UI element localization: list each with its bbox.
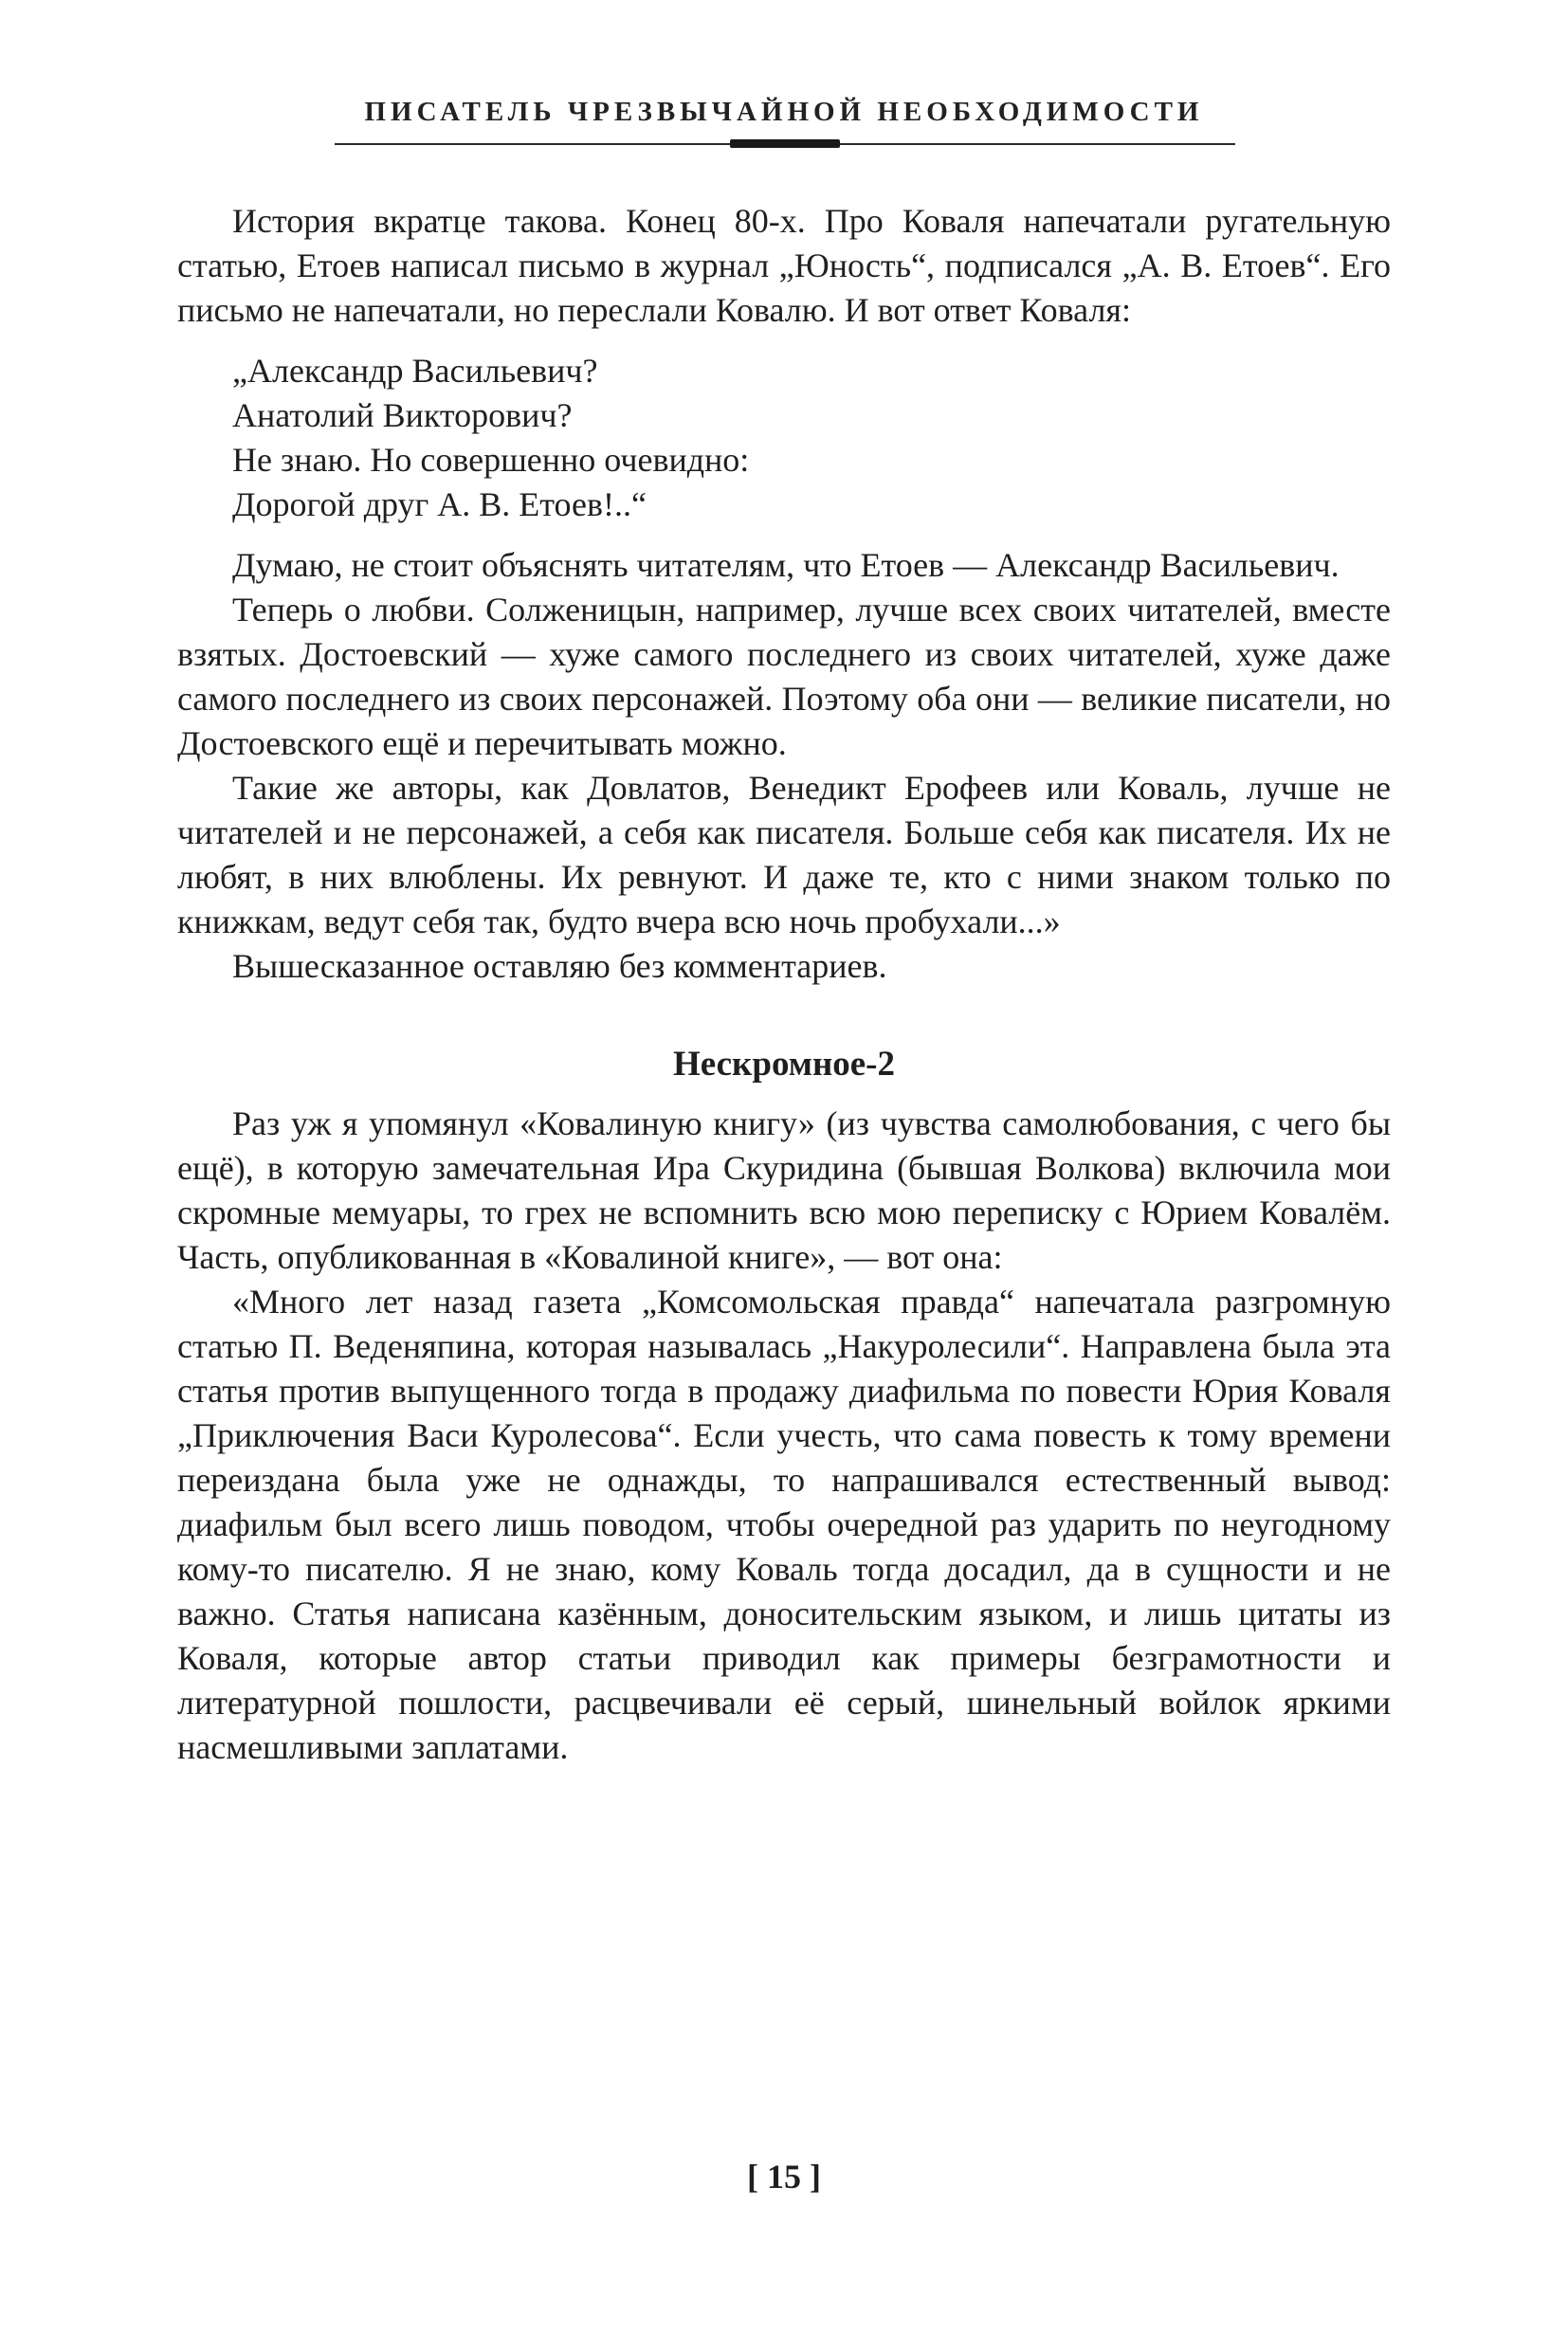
header-rule-ornament [730, 139, 840, 148]
paragraph-intro: История вкратце такова. Конец 80-х. Про Коваля напечатали ругательную статью, Етоев написал письмо в журнал „Юность“, подписался „А. В. Етоев“. Его письмо не напечатали, но переслали Ковалю. И вот ответ Коваля: [177, 202, 1391, 329]
running-head: ПИСАТЕЛЬ ЧРЕЗВЫЧАЙНОЙ НЕОБХОДИМОСТИ [364, 97, 1204, 127]
section-heading: Нескромное-2 [672, 1045, 896, 1084]
poem-line: Не знаю. Но совершенно очевидно: [232, 441, 750, 479]
poem-line: Анатолий Викторович? [232, 396, 573, 434]
quoted-reply [232, 349, 1391, 527]
page-body [177, 199, 1391, 1770]
paragraph: Теперь о любви. Солженицын, например, лучше всех своих читателей, вместе взятых. Достоевский — хуже самого последнего из своих читателей, хуже даже самого последнего из своих персонажей. Поэтому оба они — великие писатели, но Достоевского ещё и перечитывать можно. [177, 591, 1391, 762]
paragraph: Вышесказанное оставляю без комментариев. [232, 947, 887, 985]
poem-line: „Александр Васильевич? [232, 352, 598, 390]
page-number: [ 15 ] [747, 2158, 821, 2196]
paragraph: Раз уж я упомянул «Ковалиную книгу» (из чувства самолюбования, с чего бы ещё), в которую замечательная Ира Скуридина (бывшая Волкова) включила мои скромные мемуары, то грех не вспомнить всю мою переписку с Юрием Ковалём. Часть, опубликованная в «Ковалиной книге», — вот она: [177, 1104, 1391, 1276]
paragraph: Думаю, не стоит объяснять читателям, что Етоев — Александр Васильевич. [232, 546, 1340, 584]
paragraph: «Много лет назад газета „Комсомольская правда“ напечатала разгромную статью П. Веденяпина, которая называлась „Накуролесили“. Направлена была эта статья против выпущенного тогда в продажу диафильма по повести Юрия Коваля „Приключения Васи Куролесова“. Если учесть, что сама повесть к тому времени переиздана была уже не однажды, то напрашивался естественный вывод: диафильм был всего лишь поводом, чтобы очередной раз ударить по неугодному кому-то писателю. Я не знаю, кому Коваль тогда досадил, да в сущности и не важно. Статья написана казённым, доносительским языком, и лишь цитаты из Коваля, которые автор статьи приводил как примеры безграмотности и литературной пошлости, расцвечивали её серый, шинельный войлок яркими насмешливыми заплатами. [177, 1283, 1391, 1766]
poem-line: Дорогой друг А. В. Етоев!..“ [232, 485, 647, 523]
paragraph: Такие же авторы, как Довлатов, Венедикт Ерофеев или Коваль, лучше не читателей и не персонажей, а себя как писателя. Больше себя как писателя. Их не любят, в них влюблены. Их ревнуют. И даже те, кто с ними знаком только по книжкам, ведут себя так, будто вчера всю ночь пробухали...» [177, 769, 1391, 940]
